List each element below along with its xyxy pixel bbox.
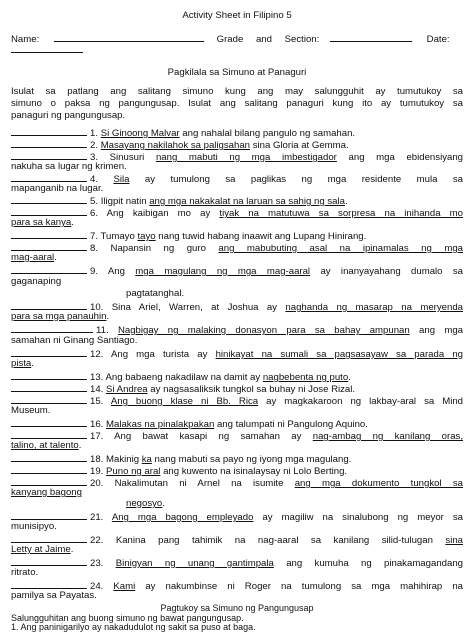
answer-blank[interactable] — [11, 417, 87, 427]
exercise-item-continuation: mag-aaral. — [11, 252, 57, 263]
exercise-item: 7. Tumayo tayo nang tuwid habang inaawit ang Lupang Hinirang. — [11, 229, 463, 243]
exercise-item-continuation: kanyang bagong — [11, 487, 82, 498]
answer-blank[interactable] — [11, 579, 87, 589]
exercise-item: 4. Sila ay tumulong sa paglikas ng mga residente mula sa — [11, 172, 463, 186]
exercise-item-continuation: gaganaping — [11, 276, 62, 287]
instruction-line: simuno o paksa ng pangungusap. Isulat ang salitang panaguri kung ito ay tumutukoy sa — [11, 98, 463, 109]
section2-item: 1. Ang paninigarilyo ay nakadudulot ng sakit sa puso at baga. — [11, 622, 256, 632]
exercise-item-continuation: talino, at talento. — [11, 440, 82, 451]
answer-blank[interactable] — [11, 394, 87, 404]
exercise-item: 5. Iligpit natin ang mga nakakalat na laruan sa sahig ng sala. — [11, 194, 463, 208]
exercise-item-continuation: mapanganib na lugar. — [11, 183, 104, 194]
exercise-item: 10. Sina Ariel, Warren, at Joshua ay naghanda ng masarap na meryenda — [11, 300, 463, 314]
exercise-item-continuation: ritrato. — [11, 567, 39, 578]
exercise-item-continuation: munisipyo. — [11, 521, 57, 532]
grade-label: Grade — [216, 34, 244, 45]
exercise-item: 9. Ang mga magulang ng mga mag-aaral ay inanyayahang dumalo sa — [11, 264, 463, 278]
exercise-item: 1. Si Ginoong Malvar ang nahalal bilang pangulo ng samahan. — [11, 126, 463, 140]
exercise-item-continuation: para sa kanya. — [11, 217, 74, 228]
instruction-line: panaguri ng pangungusap. — [11, 110, 126, 121]
answer-blank[interactable] — [11, 452, 87, 462]
answer-blank[interactable] — [11, 476, 87, 486]
answer-blank[interactable] — [11, 556, 87, 566]
exercise-item: 20. Nakalimutan ni Arnel na isumite ang mga dokumento tungkol sa — [11, 476, 463, 490]
exercise-item: 14. Si Andrea ay nagsasaliksik tungkol sa buhay ni Jose Rizal. — [11, 382, 463, 396]
exercise-item: 8. Napansin ng guro ang mabubuting asal na ipinamalas ng mga — [11, 241, 463, 255]
exercise-item: 18. Makinig ka nang mabuti sa payo ng iyong mga magulang. — [11, 452, 463, 466]
date-field-line[interactable] — [11, 43, 83, 53]
exercise-item: 19. Puno ng aral ang kuwento na isinalaysay ni Lolo Berting. — [11, 464, 463, 478]
exercise-item: 6. Ang kaibigan mo ay tiyak na matutuwa sa sorpresa na inihanda mo — [11, 206, 463, 220]
exercise-item: 23. Binigyan ng unang gantimpala ang kumuha ng pinakamagandang — [11, 556, 463, 570]
exercise-item-continuation: samahan ni Ginang Santiago. — [11, 335, 138, 346]
answer-blank[interactable] — [11, 300, 87, 310]
exercise-item: 2. Masayang nakilahok sa paligsahan sina Gloria at Gemma. — [11, 138, 463, 152]
date-label: Date: — [426, 34, 450, 45]
exercise-item-continuation: pista. — [11, 358, 34, 369]
and-label: and — [255, 34, 272, 45]
answer-blank[interactable] — [11, 323, 93, 333]
section-label: Section: — [284, 34, 320, 45]
exercise-item-continuation: Letty at Jaime. — [11, 544, 74, 555]
section2-instruction: Salungguhitan ang buong simuno ng bawat pangungusap. — [11, 613, 244, 623]
answer-blank[interactable] — [11, 241, 87, 251]
exercise-item-continuation: pagtatanghal. — [126, 288, 185, 299]
answer-blank[interactable] — [11, 347, 87, 357]
answer-blank[interactable] — [11, 370, 87, 380]
section1-title: Pagkilala sa Simuno at Panaguri — [167, 67, 307, 78]
answer-blank[interactable] — [11, 510, 87, 520]
exercise-item-continuation: para sa mga panauhin. — [11, 311, 110, 322]
exercise-item: 11. Nagbigay ng malaking donasyon para sa bahay ampunan ang mga — [11, 323, 463, 337]
page-title: Activity Sheet in Filipino 5 — [182, 10, 292, 21]
answer-blank[interactable] — [11, 533, 87, 543]
answer-blank[interactable] — [11, 172, 87, 182]
section2-title: Pagtukoy sa Simuno ng Pangungusap — [160, 603, 314, 613]
exercise-item: 13. Ang babaeng nakadilaw na damit ay nagbebenta ng puto. — [11, 370, 463, 384]
answer-blank[interactable] — [11, 229, 87, 239]
exercise-item-continuation: Museum. — [11, 405, 51, 416]
exercise-item-continuation: pamilya sa Payatas. — [11, 590, 97, 601]
exercise-item: 17. Ang bawat kasapi ng samahan ay nag-ambag ng kanilang oras, — [11, 429, 463, 443]
exercise-item: 15. Ang buong klase ni Bb. Rica ay magkakaroon ng lakbay-aral sa Mind — [11, 394, 463, 408]
answer-blank[interactable] — [11, 264, 87, 274]
answer-blank[interactable] — [11, 382, 87, 392]
instruction-line: Isulat sa patlang ang salitang simuno kung ang may salungguhit ay tumutukoy sa — [11, 86, 463, 97]
exercise-item: 21. Ang mga bagong empleyado ay magiliw na sinalubong ng meyor sa — [11, 510, 463, 524]
name-field-line[interactable] — [54, 32, 204, 42]
answer-blank[interactable] — [11, 138, 87, 148]
answer-blank[interactable] — [11, 429, 87, 439]
exercise-item: 22. Kanina pang tahimik na nag-aaral sa kanilang silid-tulugan sina — [11, 533, 463, 547]
name-label: Name: — [11, 34, 40, 45]
exercise-item: 24. Kami ay nakumbinse ni Roger na tumulong sa mga mahihirap na — [11, 579, 463, 593]
exercise-item-continuation: negosyo. — [126, 498, 165, 509]
answer-blank[interactable] — [11, 194, 87, 204]
answer-blank[interactable] — [11, 126, 87, 136]
exercise-item: 16. Malakas na pinalakpakan ang talumpati ni Pangulong Aquino. — [11, 417, 463, 431]
answer-blank[interactable] — [11, 150, 87, 160]
exercise-item: 12. Ang mga turista ay hinikayat na sumali sa pagsasayaw sa parada ng — [11, 347, 463, 361]
exercise-item-continuation: nakuha sa lugar ng krimen. — [11, 161, 127, 172]
answer-blank[interactable] — [11, 464, 87, 474]
exercise-item: 3. Sinusuri nang mabuti ng mga imbestigador ang mga ebidensiyang — [11, 150, 463, 164]
answer-blank[interactable] — [11, 206, 87, 216]
section-field-line[interactable] — [330, 32, 412, 42]
